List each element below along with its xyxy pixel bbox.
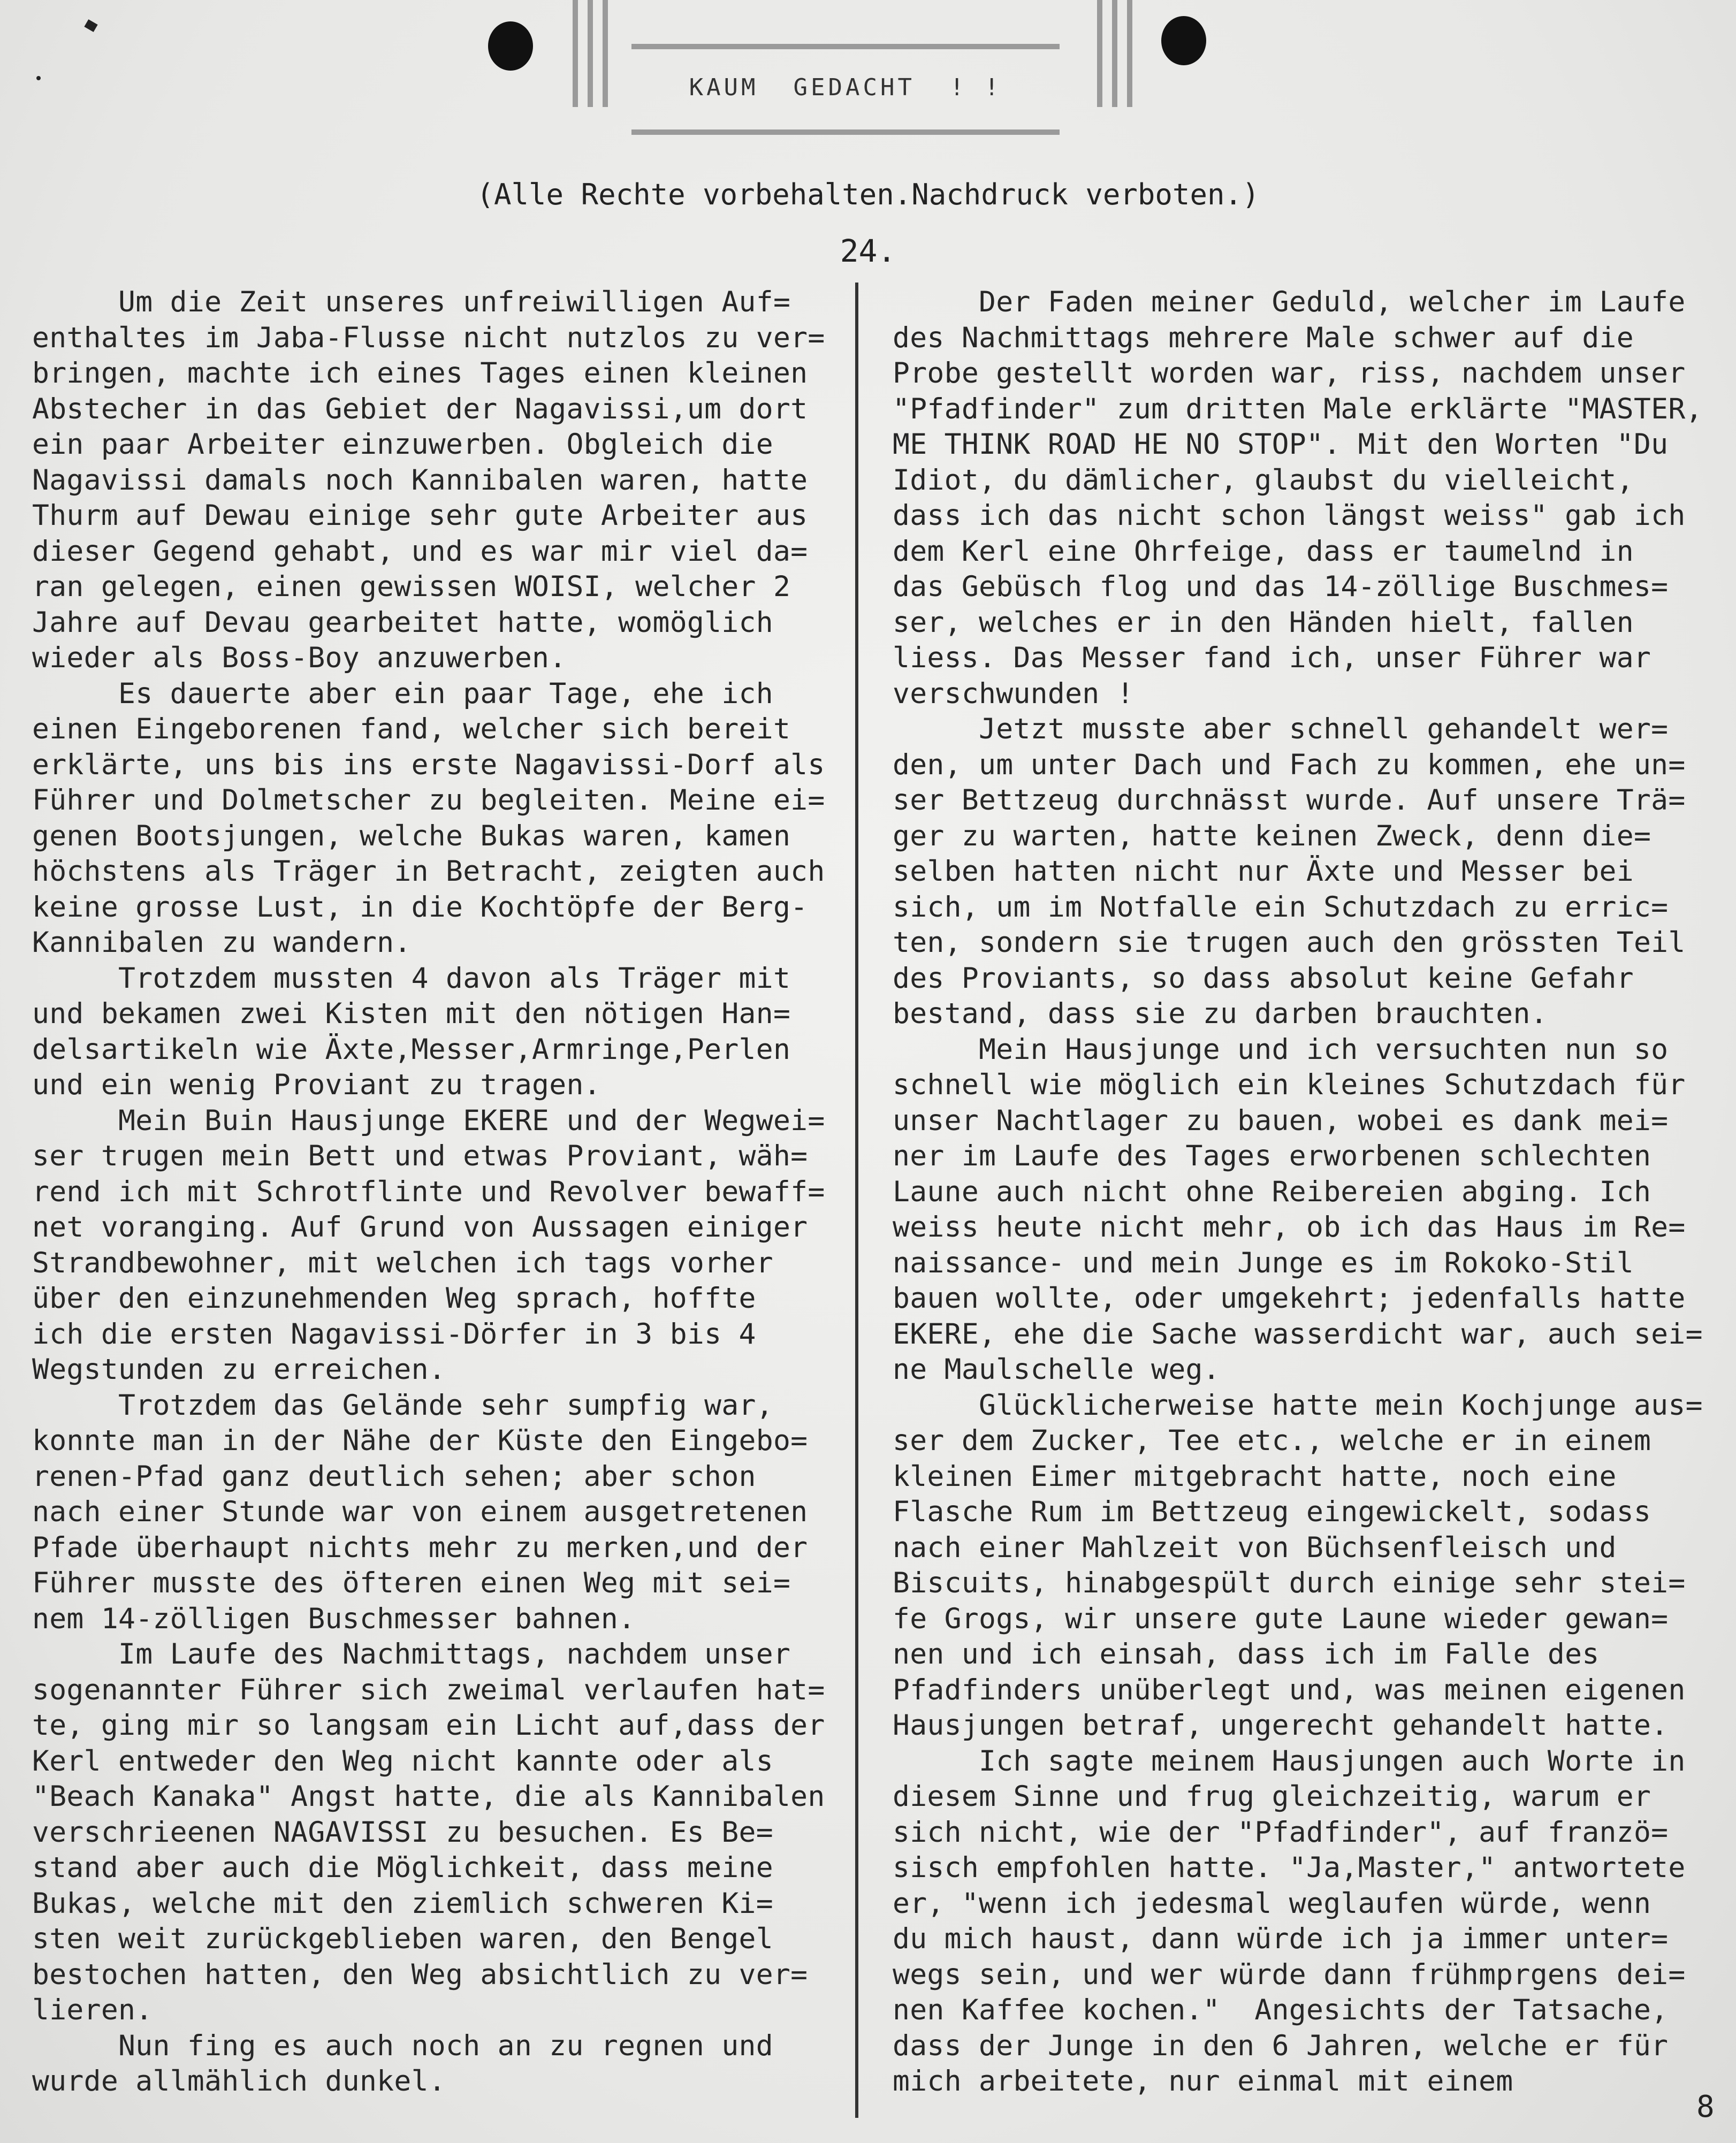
right-column-line: Mein Hausjunge und ich versuchten nun so (893, 1033, 1669, 1066)
left-column-line: Trotzdem das Gelände sehr sumpfig war, (32, 1389, 773, 1422)
left-column-line: renen-Pfad ganz deutlich sehen; aber schon (32, 1460, 756, 1493)
banner-line-top (631, 44, 1060, 49)
right-column-line: diesem Sinne und frug gleichzeitig, warum er (893, 1780, 1651, 1813)
left-column-line: und ein wenig Proviant zu tragen. (32, 1069, 601, 1101)
punch-hole-left (488, 21, 533, 71)
left-column-line: erklärte, uns bis ins erste Nagavissi-Dorf als (32, 748, 825, 781)
right-column-line: du mich haust, dann würde ich ja immer unter= (893, 1923, 1669, 1955)
left-column-line: Nagavissi damals noch Kannibalen waren, hatte (32, 463, 808, 497)
left-column-line: Kannibalen zu wandern. (32, 926, 412, 959)
right-column-line: "Pfadfinder" zum dritten Male erklärte "MASTER, (893, 392, 1703, 425)
right-column-line: Jetzt musste aber schnell gehandelt wer= (893, 713, 1669, 745)
right-column-line: ME THINK ROAD HE NO STOP". Mit den Worten "Du (893, 428, 1669, 461)
left-column-line: sogenannter Führer sich zweimal verlaufen hat= (32, 1673, 825, 1706)
right-column-line: ser Bettzeug durchnässt wurde. Auf unsere Trä= (893, 784, 1686, 817)
ink-speck (84, 19, 97, 32)
right-column-line: nen und ich einsah, dass ich im Falle des (893, 1638, 1600, 1671)
banner-line-bottom (631, 129, 1060, 135)
left-column-line: keine grosse Lust, in die Kochtöpfe der Berg- (32, 890, 808, 924)
left-column-line: Führer musste des öfteren einen Weg mit sei= (32, 1567, 791, 1599)
right-column-line: fe Grogs, wir unsere gute Laune wieder gewan= (893, 1602, 1669, 1635)
right-column (893, 285, 1717, 2100)
left-column-line: Strandbewohner, mit welchen ich tags vorher (32, 1246, 773, 1279)
right-column-line: ser, welches er in den Händen hielt, fallen (893, 606, 1634, 639)
banner-bar (1097, 0, 1102, 107)
left-column-line: Bukas, welche mit den ziemlich schweren Ki= (32, 1887, 773, 1920)
page-number: 24. (840, 233, 896, 269)
banner-bar (1112, 0, 1117, 107)
right-column-line: sich, um im Notfalle ein Schutzdach zu erric= (893, 890, 1669, 924)
right-column-line: Hausjungen betraf, ungerecht gehandelt hatte. (893, 1709, 1669, 1742)
right-column-line: Ich sagte meinem Hausjungen auch Worte in (893, 1744, 1686, 1778)
right-column-line: Glücklicherweise hatte mein Kochjunge aus= (893, 1389, 1703, 1422)
left-column-line: rend ich mit Schrotflinte und Revolver bewaff= (32, 1175, 825, 1208)
left-column-line: konnte man in der Nähe der Küste den Eingebo= (32, 1424, 808, 1457)
header-banner (557, 0, 1177, 155)
left-column-line: enthaltes im Jaba-Flusse nicht nutzlos zu ver= (32, 321, 825, 354)
right-column-line: Laune auch nicht ohne Reibereien abging. Ich (893, 1175, 1651, 1208)
left-column-line: wieder als Boss-Boy anzuwerben. (32, 642, 567, 674)
right-column-line: nen Kaffee kochen." Angesichts der Tatsache, (893, 1994, 1669, 2026)
right-column-line: sisch empfohlen hatte. "Ja,Master," antwortete (893, 1851, 1686, 1884)
right-column-line: nach einer Mahlzeit von Büchsenfleisch und (893, 1531, 1617, 1564)
left-column-line: dieser Gegend gehabt, und es war mir viel da= (32, 535, 808, 568)
left-column-line: Thurm auf Dewau einige sehr gute Arbeiter aus (32, 499, 808, 532)
left-column-line: verschrieenen NAGAVISSI zu besuchen. Es Be= (32, 1816, 773, 1849)
right-column-line: schnell wie möglich ein kleines Schutzdach für (893, 1069, 1686, 1101)
ink-speck (36, 76, 41, 80)
right-column-line: ger zu warten, hatte keinen Zweck, denn die= (893, 819, 1651, 852)
right-column-line: dass ich das nicht schon längst weiss" gab ich (893, 499, 1686, 532)
right-column-line: kleinen Eimer mitgebracht hatte, noch eine (893, 1460, 1617, 1493)
right-column-line: Probe gestellt worden war, riss, nachdem unser (893, 357, 1686, 390)
right-column-line: dass der Junge in den 6 Jahren, welche er für (893, 2029, 1669, 2062)
left-column-line: Kerl entweder den Weg nicht kannte oder als (32, 1744, 773, 1778)
left-column-line: genen Bootsjungen, welche Bukas waren, kamen (32, 819, 791, 852)
left-column-line: Wegstunden zu erreichen. (32, 1353, 446, 1386)
right-column-line: ten, sondern sie trugen auch den grössten Teil (893, 926, 1686, 959)
left-column-line: einen Eingeborenen fand, welcher sich bereit (32, 713, 791, 745)
left-column-line: "Beach Kanaka" Angst hatte, die als Kannibalen (32, 1780, 825, 1813)
left-column-line: lieren. (32, 1994, 153, 2026)
left-column-line: Es dauerte aber ein paar Tage, ehe ich (32, 677, 773, 710)
right-column-line: bestand, dass sie zu darben brauchten. (893, 997, 1548, 1030)
banner-bar (588, 0, 593, 107)
left-column-line: Jahre auf Devau gearbeitet hatte, womöglich (32, 606, 773, 639)
right-column-line: Idiot, du dämlicher, glaubst du vielleicht, (893, 463, 1634, 497)
left-column-line: Nun fing es auch noch an zu regnen und (32, 2029, 773, 2062)
left-column-line: nem 14-zölligen Buschmesser bahnen. (32, 1602, 636, 1635)
right-column-line: liess. Das Messer fand ich, unser Führer war (893, 642, 1651, 674)
page-title: KAUM GEDACHT ! ! (689, 74, 1002, 101)
left-column-line: stand aber auch die Möglichkeit, dass meine (32, 1851, 773, 1884)
left-column-line: bringen, machte ich eines Tages einen kleinen (32, 357, 808, 390)
left-column-line: ich die ersten Nagavissi-Dörfer in 3 bis 4 (32, 1317, 756, 1351)
right-column-line: Der Faden meiner Geduld, welcher im Laufe (893, 286, 1686, 318)
right-column-line: selben hatten nicht nur Äxte und Messer bei (893, 855, 1634, 888)
left-column-line: Trotzdem mussten 4 davon als Träger mit (32, 962, 791, 995)
right-column-line: ne Maulschelle weg. (893, 1353, 1220, 1386)
column-divider (855, 283, 858, 2118)
left-column-line: Abstecher in das Gebiet der Nagavissi,um dort (32, 392, 808, 425)
right-column-line: sich nicht, wie der "Pfadfinder", auf franzö= (893, 1816, 1669, 1849)
right-column-line: dem Kerl eine Ohrfeige, dass er taumelnd in (893, 535, 1634, 568)
left-column-line: net voranging. Auf Grund von Aussagen einiger (32, 1211, 808, 1244)
left-column-line: Pfade überhaupt nichts mehr zu merken,und der (32, 1531, 808, 1564)
left-column-line: ein paar Arbeiter einzuwerben. Obgleich die (32, 428, 773, 461)
footer-page-number: 8 (1696, 2089, 1715, 2124)
right-column-line: EKERE, ehe die Sache wasserdicht war, auch sei= (893, 1317, 1703, 1351)
right-column-line: Biscuits, hinabgespült durch einige sehr stei= (893, 1567, 1686, 1599)
right-column-line: weiss heute nicht mehr, ob ich das Haus im Re= (893, 1211, 1686, 1244)
right-column-line: mich arbeitete, nur einmal mit einem (893, 2065, 1513, 2098)
left-column-line: Mein Buin Hausjunge EKERE und der Wegwei= (32, 1104, 825, 1137)
banner-bar (603, 0, 608, 107)
left-column-line: und bekamen zwei Kisten mit den nötigen Han= (32, 997, 791, 1030)
right-column-line: des Proviants, so dass absolut keine Gefahr (893, 962, 1634, 995)
right-column-line: ser dem Zucker, Tee etc., welche er in einem (893, 1424, 1651, 1457)
right-column-line: Flasche Rum im Bettzeug eingewickelt, sodass (893, 1496, 1651, 1528)
right-column-line: wegs sein, und wer würde dann frühmprgens dei= (893, 1958, 1686, 1991)
left-column-line: bestochen hatten, den Weg absichtlich zu ver= (32, 1958, 808, 1991)
right-column-line: des Nachmittags mehrere Male schwer auf die (893, 321, 1634, 354)
left-column-line: Führer und Dolmetscher zu begleiten. Meine ei= (32, 784, 825, 817)
right-column-line: bauen wollte, oder umgekehrt; jedenfalls hatte (893, 1282, 1686, 1315)
left-column-line: ser trugen mein Bett und etwas Proviant, wäh= (32, 1140, 808, 1172)
left-column-line: delsartikeln wie Äxte,Messer,Armringe,Perlen (32, 1033, 791, 1066)
right-column-line: unser Nachtlager zu bauen, wobei es dank mei= (893, 1104, 1669, 1137)
left-column-line: ran gelegen, einen gewissen WOISI, welcher 2 (32, 570, 791, 603)
right-column-line: er, "wenn ich jedesmal weglaufen würde, wenn (893, 1887, 1651, 1920)
rights-notice: (Alle Rechte vorbehalten.Nachdruck verboten.) (476, 178, 1260, 211)
left-column-line: sten weit zurückgeblieben waren, den Bengel (32, 1923, 773, 1955)
left-column-line: te, ging mir so langsam ein Licht auf,dass der (32, 1709, 825, 1742)
left-column-line: nach einer Stunde war von einem ausgetretenen (32, 1496, 808, 1528)
right-column-line: naissance- und mein Junge es im Rokoko-Stil (893, 1246, 1634, 1279)
left-column-line: höchstens als Träger in Betracht, zeigten auch (32, 855, 825, 888)
right-column-line: verschwunden ! (893, 677, 1134, 710)
banner-bar (1127, 0, 1132, 107)
banner-bar (573, 0, 578, 107)
left-column-line: wurde allmählich dunkel. (32, 2065, 446, 2098)
left-column-line: Im Laufe des Nachmittags, nachdem unser (32, 1638, 791, 1671)
right-column-line: ner im Laufe des Tages erworbenen schlechten (893, 1140, 1651, 1172)
left-column-line: über den einzunehmenden Weg sprach, hoffte (32, 1282, 756, 1315)
left-column (32, 285, 851, 2100)
right-column-line: den, um unter Dach und Fach zu kommen, ehe un= (893, 748, 1686, 781)
left-column-line: Um die Zeit unseres unfreiwilligen Auf= (32, 286, 791, 318)
right-column-line: Pfadfinders unüberlegt und, was meinen eigenen (893, 1673, 1686, 1706)
right-column-line: das Gebüsch flog und das 14-zöllige Buschmes= (893, 570, 1669, 603)
